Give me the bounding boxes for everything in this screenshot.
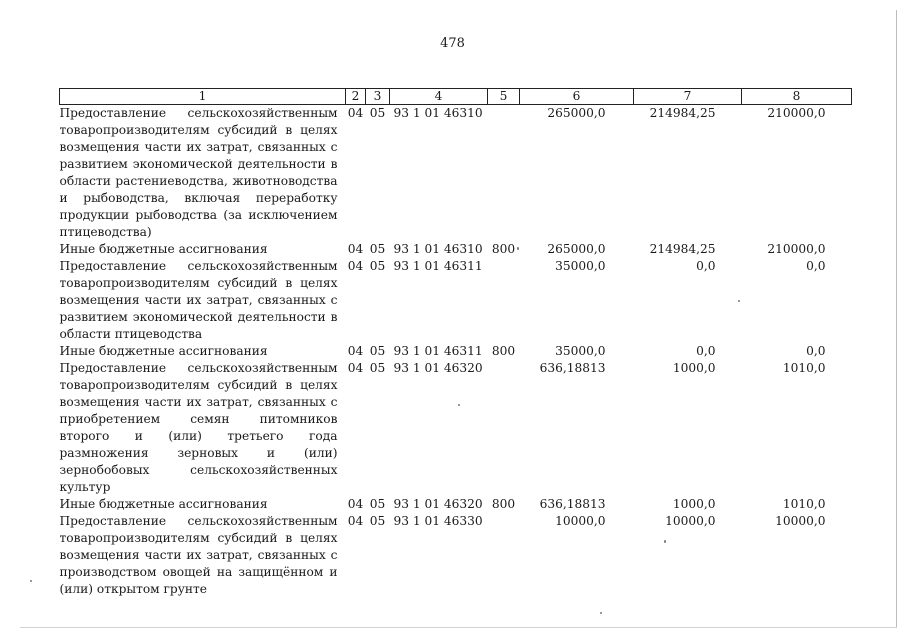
page-bottom-line bbox=[20, 627, 897, 628]
row-name: Иные бюджетные ассигнования bbox=[59, 344, 268, 358]
row-amount-col6: 636,18813 bbox=[539, 361, 606, 375]
header-col-7: 7 bbox=[634, 89, 742, 105]
header-col-8: 8 bbox=[742, 89, 852, 105]
table-row bbox=[60, 258, 852, 343]
row-target-code: 93 1 01 46310 bbox=[393, 106, 483, 120]
header-col-4: 4 bbox=[390, 89, 488, 105]
row-amount-col7: 214984,25 bbox=[649, 106, 716, 120]
page-edge-line bbox=[896, 10, 897, 628]
row-target-code: 93 1 01 46311 bbox=[393, 344, 483, 358]
table-row bbox=[60, 105, 852, 242]
row-target-code: 93 1 01 46310 bbox=[393, 242, 483, 256]
row-expense-type bbox=[488, 360, 520, 496]
row-amount-col7: 10000,0 bbox=[665, 514, 716, 528]
row-target-code: 93 1 01 46320 bbox=[393, 361, 483, 375]
row-name: Предоставление сельскохозяйственным товаропроизводителям субсидий в целях возмещения части их затрат, связанных с производством овощей на защищённом и (или) открытом грунте bbox=[59, 514, 338, 596]
table-row bbox=[60, 513, 852, 598]
row-amount-col7: 0,0 bbox=[696, 259, 716, 273]
row-amount-col8: 0,0 bbox=[806, 344, 826, 358]
row-amount-col8: 0,0 bbox=[806, 259, 826, 273]
row-name: Иные бюджетные ассигнования bbox=[59, 242, 268, 256]
row-section: 04 bbox=[347, 514, 364, 528]
row-target-code: 93 1 01 46330 bbox=[393, 514, 483, 528]
row-amount-col6: 265000,0 bbox=[547, 106, 606, 120]
row-amount-col6: 265000,0 bbox=[547, 242, 606, 256]
row-amount-col6: 35000,0 bbox=[555, 259, 606, 273]
row-name: Предоставление сельскохозяйственным товаропроизводителям субсидий в целях возмещения части их затрат, связанных с приобретением семян питомников второго и (или) третьего года размножения зерновых и (или) зернобобовых сельскохозяйственных культур bbox=[59, 361, 338, 494]
row-section: 04 bbox=[347, 361, 364, 375]
row-section: 04 bbox=[347, 259, 364, 273]
row-section: 04 bbox=[347, 242, 364, 256]
row-amount-col8: 210000,0 bbox=[767, 106, 826, 120]
page-number: 478 bbox=[440, 36, 465, 51]
row-expense-type bbox=[488, 105, 520, 242]
table-row bbox=[60, 343, 852, 360]
row-amount-col8: 210000,0 bbox=[767, 242, 826, 256]
header-col-2: 2 bbox=[346, 89, 366, 105]
row-section: 04 bbox=[347, 344, 364, 358]
header-col-5: 5 bbox=[488, 89, 520, 105]
row-amount-col6: 35000,0 bbox=[555, 344, 606, 358]
table-header bbox=[60, 89, 852, 105]
row-expense-type: 800 bbox=[491, 242, 516, 256]
row-expense-type bbox=[488, 513, 520, 598]
header-col-6: 6 bbox=[520, 89, 634, 105]
budget-table bbox=[59, 88, 852, 598]
row-name: Иные бюджетные ассигнования bbox=[59, 497, 268, 511]
row-section: 04 bbox=[347, 497, 364, 511]
header-row bbox=[60, 89, 852, 105]
row-subsection: 05 bbox=[369, 242, 386, 256]
scan-speck bbox=[517, 247, 519, 250]
header-col-1: 1 bbox=[60, 89, 346, 105]
row-section: 04 bbox=[347, 106, 364, 120]
row-name: Предоставление сельскохозяйственным товаропроизводителям субсидий в целях возмещения части их затрат, связанных с развитием экономической деятельности в области растениеводства, животноводства и рыбоводства, включая переработку продукции рыбоводства (за исключением птицеводства) bbox=[59, 106, 338, 239]
row-amount-col7: 1000,0 bbox=[672, 361, 716, 375]
row-amount-col8: 10000,0 bbox=[775, 514, 826, 528]
row-subsection: 05 bbox=[369, 259, 386, 273]
row-expense-type: 800 bbox=[491, 497, 516, 511]
row-amount-col7: 214984,25 bbox=[649, 242, 716, 256]
row-subsection: 05 bbox=[369, 497, 386, 511]
scan-speck bbox=[600, 612, 602, 614]
row-name: Предоставление сельскохозяйственным товаропроизводителям субсидий в целях возмещения части их затрат, связанных с развитием экономической деятельности в области птицеводства bbox=[59, 259, 338, 341]
scan-speck bbox=[738, 300, 740, 302]
row-amount-col8: 1010,0 bbox=[782, 361, 826, 375]
row-expense-type: 800 bbox=[491, 344, 516, 358]
row-expense-type bbox=[488, 258, 520, 343]
scan-speck bbox=[664, 540, 666, 543]
table-row bbox=[60, 360, 852, 496]
row-amount-col8: 1010,0 bbox=[782, 497, 826, 511]
row-amount-col7: 1000,0 bbox=[672, 497, 716, 511]
row-target-code: 93 1 01 46311 bbox=[393, 259, 483, 273]
row-subsection: 05 bbox=[369, 361, 386, 375]
table-row bbox=[60, 241, 852, 258]
row-subsection: 05 bbox=[369, 344, 386, 358]
header-col-3: 3 bbox=[366, 89, 390, 105]
scan-speck bbox=[458, 404, 460, 406]
row-amount-col6: 636,18813 bbox=[539, 497, 606, 511]
row-amount-col6: 10000,0 bbox=[555, 514, 606, 528]
table-row bbox=[60, 496, 852, 513]
scan-speck bbox=[30, 580, 32, 582]
row-amount-col7: 0,0 bbox=[696, 344, 716, 358]
row-subsection: 05 bbox=[369, 514, 386, 528]
row-target-code: 93 1 01 46320 bbox=[393, 497, 483, 511]
row-subsection: 05 bbox=[369, 106, 386, 120]
